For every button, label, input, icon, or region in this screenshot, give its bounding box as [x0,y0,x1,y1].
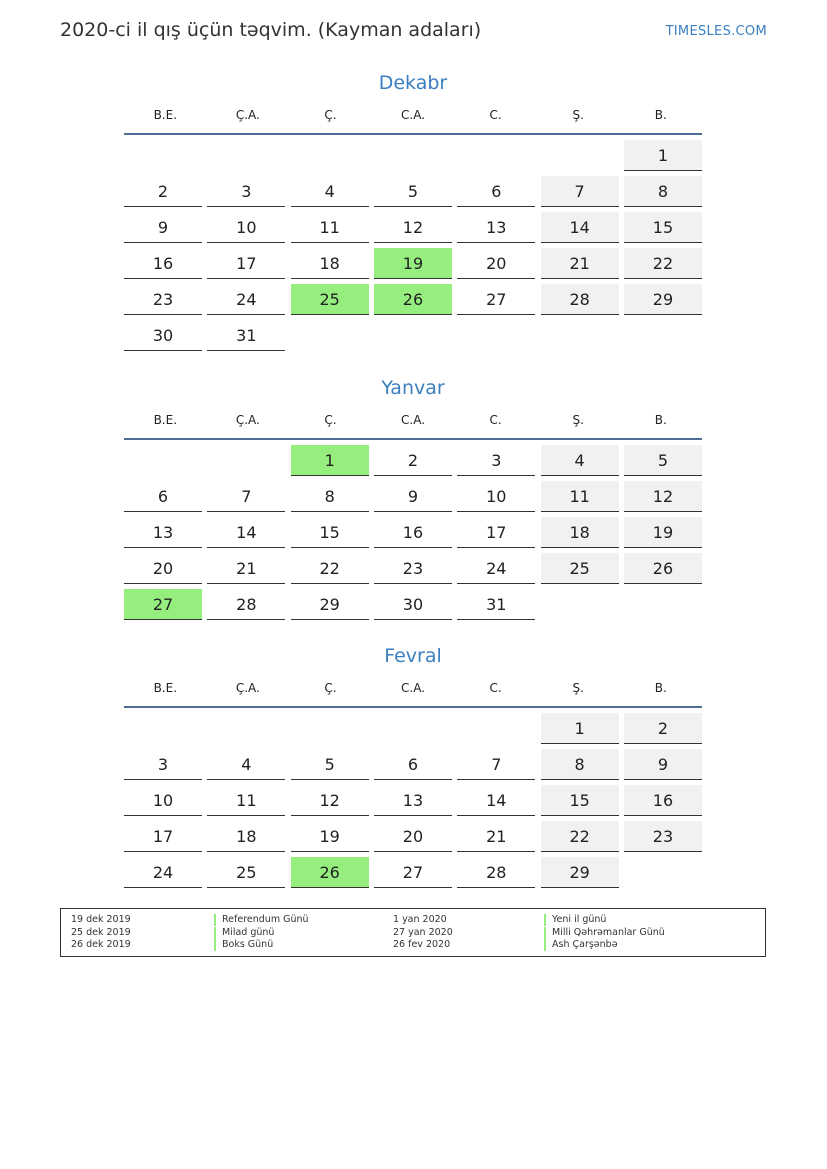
week-row [124,140,702,176]
legend-holiday-name: Boks Günü [214,939,273,951]
day-cell: 19 [291,821,369,852]
day-cell: 10 [124,785,202,816]
legend-holiday-name: Milad günü [214,927,274,939]
empty-day-cell [207,713,285,744]
weekday-label: C. [489,108,502,122]
day-cell: 4 [541,445,619,476]
day-cell: 31 [207,320,285,351]
month-name: Dekabr [378,72,448,94]
day-cell: 7 [207,481,285,512]
month-grid [124,708,702,893]
day-cell: 18 [207,821,285,852]
day-cell: 11 [541,481,619,512]
day-cell: 6 [374,749,452,780]
day-cell: 17 [457,517,535,548]
weekday-label: B. [654,681,667,695]
week-row [124,713,702,749]
weekday-label: Ç. [324,413,337,427]
week-row [124,320,702,356]
day-cell: 8 [624,176,702,207]
day-cell: 20 [374,821,452,852]
day-cell: 4 [291,176,369,207]
day-cell: 15 [291,517,369,548]
weekday-label: B.E. [153,413,178,427]
weekday-label: C.A. [401,413,426,427]
day-cell: 20 [457,248,535,279]
empty-day-cell [541,320,619,351]
legend-holiday-name: Yeni il günü [544,914,606,926]
day-cell: 9 [374,481,452,512]
week-row [124,212,702,248]
day-cell: 7 [457,749,535,780]
weekday-label: B.E. [153,108,178,122]
legend-holiday-name: Ash Çarşənbə [544,939,618,951]
day-cell: 16 [374,517,452,548]
empty-day-cell [124,445,202,476]
day-cell: 12 [291,785,369,816]
weekday-label: B. [654,413,667,427]
weekday-label: Ş. [572,108,584,122]
day-cell: 28 [207,589,285,620]
empty-day-cell [457,140,535,171]
day-cell: 13 [374,785,452,816]
legend-date: 25 dek 2019 [71,926,131,938]
day-cell: 10 [457,481,535,512]
empty-day-cell [124,713,202,744]
day-cell: 6 [124,481,202,512]
day-cell: 30 [374,589,452,620]
week-row [124,857,702,893]
month-february [124,644,702,893]
empty-day-cell [457,320,535,351]
day-cell: 15 [624,212,702,243]
day-cell: 31 [457,589,535,620]
day-cell: 2 [624,713,702,744]
holiday-legend [60,908,766,957]
legend-holiday-name: Milli Qəhrəmanlar Günü [544,927,665,939]
day-cell: 16 [124,248,202,279]
day-cell: 12 [624,481,702,512]
empty-day-cell [291,713,369,744]
weekday-label: C.A. [401,108,426,122]
month-january [124,376,702,625]
empty-day-cell [207,445,285,476]
page-title: 2020-ci il qış üçün təqvim. (Kayman adaları) [60,19,482,41]
month-grid [124,135,702,356]
day-cell: 2 [124,176,202,207]
day-cell: 19 [624,517,702,548]
day-cell: 24 [124,857,202,888]
month-grid [124,440,702,625]
empty-day-cell [374,320,452,351]
day-cell: 7 [541,176,619,207]
week-row [124,517,702,553]
day-cell: 25 [541,553,619,584]
legend-date: 19 dek 2019 [71,914,131,925]
day-cell: 30 [124,320,202,351]
day-cell: 14 [457,785,535,816]
empty-day-cell [624,320,702,351]
legend-date: 27 yan 2020 [393,926,453,938]
day-cell: 23 [124,284,202,315]
day-cell: 3 [457,445,535,476]
day-cell: 19 [374,248,452,279]
day-cell: 22 [624,248,702,279]
day-cell: 26 [624,553,702,584]
weekday-label: C.A. [401,681,426,695]
empty-day-cell [541,589,619,620]
week-row [124,445,702,481]
day-cell: 9 [624,749,702,780]
empty-day-cell [291,320,369,351]
day-cell: 24 [207,284,285,315]
day-cell: 28 [457,857,535,888]
week-row [124,749,702,785]
month-december [124,71,702,356]
empty-day-cell [541,140,619,171]
empty-day-cell [624,589,702,620]
day-cell: 26 [291,857,369,888]
day-cell: 24 [457,553,535,584]
weekday-label: Ç. [324,108,337,122]
day-cell: 26 [374,284,452,315]
day-cell: 29 [291,589,369,620]
legend-date: 26 fev 2020 [393,939,451,950]
day-cell: 3 [207,176,285,207]
legend-holiday-name: Referendum Günü [214,914,309,926]
day-cell: 13 [124,517,202,548]
day-cell: 22 [541,821,619,852]
empty-day-cell [291,140,369,171]
day-cell: 5 [374,176,452,207]
legend-date: 1 yan 2020 [393,914,447,925]
week-row [124,248,702,284]
week-row [124,785,702,821]
month-name: Fevral [384,645,442,667]
weekday-label: Ç. [324,681,337,695]
weekday-label: Ş. [572,413,584,427]
week-row [124,176,702,212]
empty-day-cell [124,140,202,171]
day-cell: 5 [624,445,702,476]
weekday-label: C. [489,681,502,695]
day-cell: 14 [541,212,619,243]
weekday-label: Ş. [572,681,584,695]
day-cell: 21 [207,553,285,584]
legend-date: 26 dek 2019 [71,939,131,950]
day-cell: 6 [457,176,535,207]
day-cell: 21 [457,821,535,852]
weekday-label: C. [489,413,502,427]
day-cell: 15 [541,785,619,816]
day-cell: 12 [374,212,452,243]
month-name: Yanvar [381,377,445,399]
day-cell: 29 [624,284,702,315]
day-cell: 27 [457,284,535,315]
weekday-header [124,103,702,135]
day-cell: 23 [624,821,702,852]
day-cell: 1 [541,713,619,744]
day-cell: 11 [207,785,285,816]
empty-day-cell [207,140,285,171]
empty-day-cell [457,713,535,744]
day-cell: 16 [624,785,702,816]
day-cell: 23 [374,553,452,584]
day-cell: 4 [207,749,285,780]
week-row [124,553,702,589]
day-cell: 10 [207,212,285,243]
day-cell: 14 [207,517,285,548]
day-cell: 21 [541,248,619,279]
day-cell: 29 [541,857,619,888]
day-cell: 25 [291,284,369,315]
day-cell: 22 [291,553,369,584]
day-cell: 9 [124,212,202,243]
week-row [124,284,702,320]
day-cell: 11 [291,212,369,243]
empty-day-cell [374,713,452,744]
day-cell: 1 [624,140,702,171]
day-cell: 5 [291,749,369,780]
week-row [124,481,702,517]
site-link[interactable]: TIMESLES.COM [665,24,767,39]
empty-day-cell [624,857,702,888]
day-cell: 18 [541,517,619,548]
weekday-header [124,676,702,708]
weekday-header [124,408,702,440]
week-row [124,821,702,857]
weekday-label: Ç.A. [235,108,260,122]
day-cell: 17 [207,248,285,279]
day-cell: 1 [291,445,369,476]
day-cell: 28 [541,284,619,315]
day-cell: 18 [291,248,369,279]
day-cell: 8 [291,481,369,512]
day-cell: 13 [457,212,535,243]
weekday-label: Ç.A. [235,413,260,427]
day-cell: 2 [374,445,452,476]
day-cell: 20 [124,553,202,584]
empty-day-cell [374,140,452,171]
weekday-label: B. [654,108,667,122]
day-cell: 17 [124,821,202,852]
day-cell: 27 [374,857,452,888]
weekday-label: B.E. [153,681,178,695]
weekday-label: Ç.A. [235,681,260,695]
day-cell: 27 [124,589,202,620]
day-cell: 3 [124,749,202,780]
day-cell: 8 [541,749,619,780]
day-cell: 25 [207,857,285,888]
week-row [124,589,702,625]
